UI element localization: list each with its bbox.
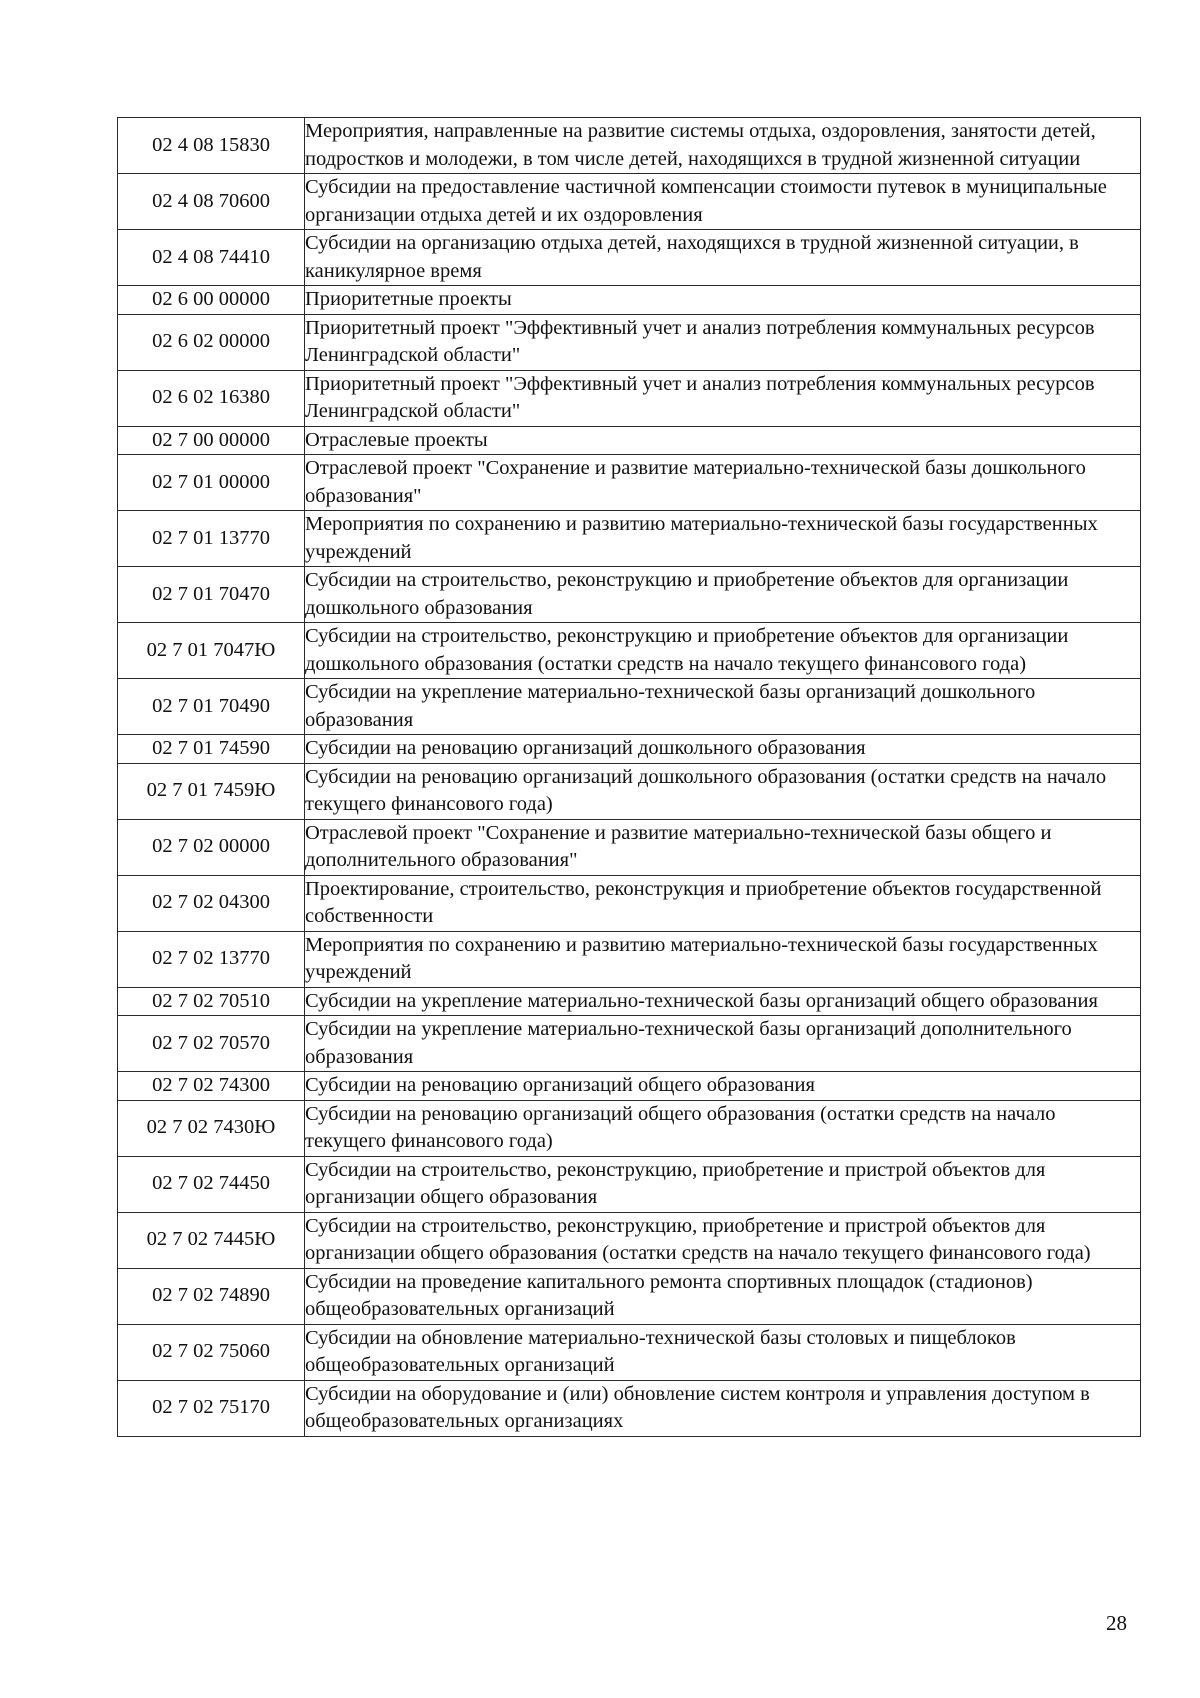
target-article-code: 02 7 02 7430Ю [118,1100,305,1156]
target-article-description: Субсидии на проведение капитального ремонта спортивных площадок (стадионов) общеобразовательных организаций [305,1268,1141,1324]
target-article-description: Субсидии на реновацию организаций дошкольного образования (остатки средств на начало текущего финансового года) [305,763,1141,819]
target-article-code: 02 7 02 70510 [118,987,305,1016]
table-row [118,623,1141,679]
table-row [118,174,1141,230]
target-article-code: 02 7 01 7047Ю [118,623,305,679]
target-article-code: 02 7 02 74450 [118,1156,305,1212]
table-body [118,118,1141,1437]
table-row [118,987,1141,1016]
target-article-code: 02 7 02 70570 [118,1016,305,1072]
target-article-code: 02 7 01 70490 [118,679,305,735]
target-article-code: 02 7 02 75060 [118,1324,305,1380]
target-article-code: 02 7 02 7445Ю [118,1212,305,1268]
page-number: 28 [1106,1611,1127,1635]
target-article-code: 02 7 02 74890 [118,1268,305,1324]
table-row [118,286,1141,315]
target-article-description: Субсидии на строительство, реконструкцию и приобретение объектов для организации дошкольного образования [305,567,1141,623]
target-article-code: 02 4 08 74410 [118,230,305,286]
target-article-description: Субсидии на строительство, реконструкцию, приобретение и пристрой объектов для организации общего образования [305,1156,1141,1212]
target-article-description: Отраслевой проект "Сохранение и развитие материально-технической базы общего и дополнительного образования" [305,819,1141,875]
target-article-code: 02 7 01 7459Ю [118,763,305,819]
table-row [118,1100,1141,1156]
target-article-description: Отраслевые проекты [305,426,1141,455]
target-article-description: Субсидии на укрепление материально-технической базы организаций дошкольного образования [305,679,1141,735]
target-article-description: Субсидии на укрепление материально-технической базы организаций общего образования [305,987,1141,1016]
budget-classification-table [117,117,1141,1437]
target-article-description: Субсидии на строительство, реконструкцию, приобретение и пристрой объектов для организации общего образования (остатки средств на начало текущего финансового года) [305,1212,1141,1268]
table-row [118,735,1141,764]
table-row [118,763,1141,819]
table-row [118,1268,1141,1324]
table-row [118,511,1141,567]
target-article-code: 02 7 02 74300 [118,1072,305,1101]
table-row [118,679,1141,735]
target-article-code: 02 7 02 00000 [118,819,305,875]
target-article-code: 02 7 01 70470 [118,567,305,623]
target-article-code: 02 7 02 13770 [118,931,305,987]
target-article-code: 02 6 02 00000 [118,314,305,370]
target-article-description: Мероприятия по сохранению и развитию материально-технической базы государственных учреждений [305,931,1141,987]
table-row [118,455,1141,511]
target-article-description: Субсидии на реновацию организаций общего образования (остатки средств на начало текущего финансового года) [305,1100,1141,1156]
table-row [118,314,1141,370]
target-article-description: Проектирование, строительство, реконструкция и приобретение объектов государственной собственности [305,875,1141,931]
target-article-description: Субсидии на реновацию организаций дошкольного образования [305,735,1141,764]
table-row [118,875,1141,931]
target-article-code: 02 6 02 16380 [118,370,305,426]
target-article-description: Субсидии на оборудование и (или) обновление систем контроля и управления доступом в общеобразовательных организациях [305,1380,1141,1436]
table-row [118,931,1141,987]
table-row [118,230,1141,286]
target-article-description: Мероприятия по сохранению и развитию материально-технической базы государственных учреждений [305,511,1141,567]
table-row [118,118,1141,174]
table-row [118,1156,1141,1212]
table-row [118,1016,1141,1072]
target-article-description: Отраслевой проект "Сохранение и развитие материально-технической базы дошкольного образования" [305,455,1141,511]
target-article-description: Субсидии на предоставление частичной компенсации стоимости путевок в муниципальные организации отдыха детей и их оздоровления [305,174,1141,230]
table-row [118,426,1141,455]
target-article-code: 02 7 01 74590 [118,735,305,764]
target-article-description: Приоритетный проект "Эффективный учет и анализ потребления коммунальных ресурсов Ленинградской области" [305,370,1141,426]
table-row [118,1072,1141,1101]
target-article-description: Субсидии на организацию отдыха детей, находящихся в трудной жизненной ситуации, в каникулярное время [305,230,1141,286]
target-article-description: Приоритетные проекты [305,286,1141,315]
target-article-code: 02 4 08 15830 [118,118,305,174]
target-article-description: Мероприятия, направленные на развитие системы отдыха, оздоровления, занятости детей, подростков и молодежи, в том числе детей, находящихся в трудной жизненной ситуации [305,118,1141,174]
table-row [118,1324,1141,1380]
target-article-description: Субсидии на реновацию организаций общего образования [305,1072,1141,1101]
target-article-code: 02 7 02 04300 [118,875,305,931]
table-row [118,567,1141,623]
target-article-code: 02 7 02 75170 [118,1380,305,1436]
target-article-code: 02 7 01 13770 [118,511,305,567]
target-article-description: Приоритетный проект "Эффективный учет и анализ потребления коммунальных ресурсов Ленинградской области" [305,314,1141,370]
table-row [118,819,1141,875]
table-row [118,1380,1141,1436]
target-article-code: 02 7 01 00000 [118,455,305,511]
target-article-code: 02 6 00 00000 [118,286,305,315]
target-article-description: Субсидии на строительство, реконструкцию и приобретение объектов для организации дошкольного образования (остатки средств на начало текущего финансового года) [305,623,1141,679]
target-article-description: Субсидии на обновление материально-технической базы столовых и пищеблоков общеобразовательных организаций [305,1324,1141,1380]
target-article-code: 02 7 00 00000 [118,426,305,455]
table-row [118,370,1141,426]
target-article-description: Субсидии на укрепление материально-технической базы организаций дополнительного образования [305,1016,1141,1072]
target-article-code: 02 4 08 70600 [118,174,305,230]
table-row [118,1212,1141,1268]
